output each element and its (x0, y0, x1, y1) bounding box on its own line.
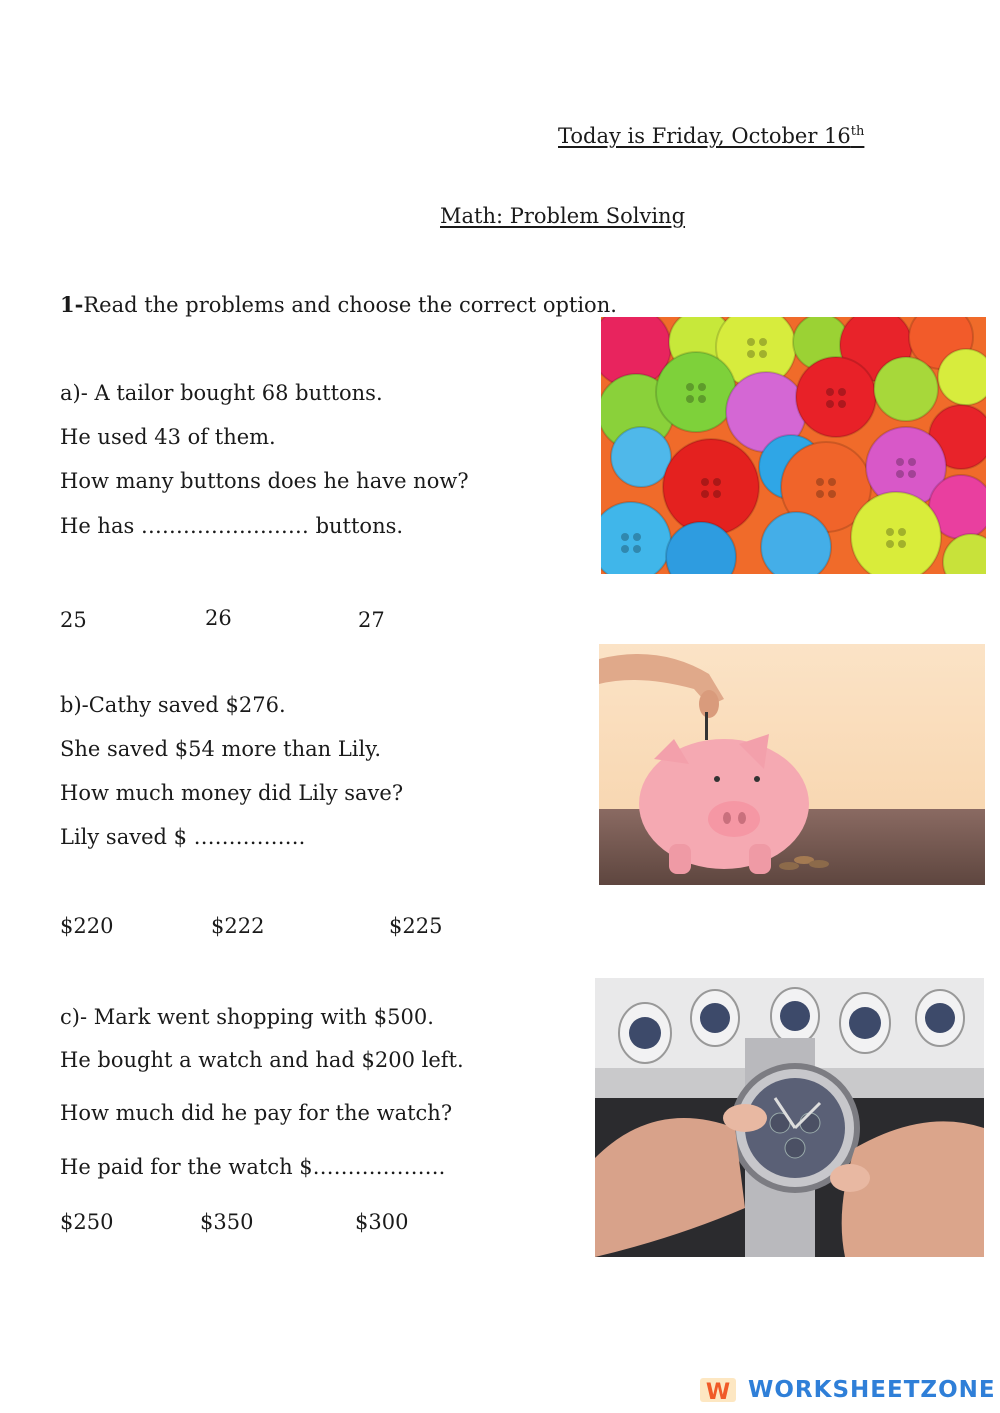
buttons-photo (601, 317, 986, 574)
problem-line: c)- Mark went shopping with $500. (60, 1005, 434, 1029)
answer-line: Lily saved $ ……………. (60, 825, 306, 849)
option-a1[interactable]: 25 (60, 608, 87, 632)
instruction-number: 1- (60, 292, 84, 317)
answer-line: He has …………………… buttons. (60, 514, 404, 538)
problem-line: How much money did Lily save? (60, 781, 404, 805)
option-a2[interactable]: 26 (205, 606, 232, 630)
instruction (60, 291, 617, 319)
option-b2[interactable]: $222 (211, 914, 265, 938)
wristwatch-photo (595, 978, 984, 1257)
worksheetzone-logo-icon (700, 1375, 738, 1405)
svg-text:W: W (705, 1380, 731, 1405)
date-line (558, 118, 864, 150)
option-c3[interactable]: $300 (355, 1210, 409, 1234)
page-title: Math: Problem Solving (440, 204, 686, 228)
watermark (700, 1375, 996, 1405)
brand-part2: ZONE (920, 1377, 996, 1403)
option-c2[interactable]: $350 (200, 1210, 254, 1234)
brand-part1: WORKSHEET (748, 1377, 921, 1403)
option-a3[interactable]: 27 (358, 608, 385, 632)
problem-line: b)-Cathy saved $276. (60, 693, 286, 717)
worksheetzone-brand (748, 1377, 996, 1403)
problem-line: He used 43 of them. (60, 425, 276, 449)
option-b3[interactable]: $225 (389, 914, 443, 938)
option-b1[interactable]: $220 (60, 914, 114, 938)
date-suffix: th (850, 124, 865, 139)
problem-line: She saved $54 more than Lily. (60, 737, 381, 761)
problem-line: He bought a watch and had $200 left. (60, 1048, 464, 1072)
problem-line: a)- A tailor bought 68 buttons. (60, 381, 383, 405)
piggy-bank-photo (599, 644, 985, 885)
answer-line: He paid for the watch $………………. (60, 1155, 446, 1179)
problem-line: How much did he pay for the watch? (60, 1101, 453, 1125)
instruction-text: Read the problems and choose the correct option. (83, 293, 617, 317)
problem-line: How many buttons does he have now? (60, 469, 469, 493)
option-c1[interactable]: $250 (60, 1210, 114, 1234)
date-text: Today is Friday, October 16 (558, 124, 851, 148)
